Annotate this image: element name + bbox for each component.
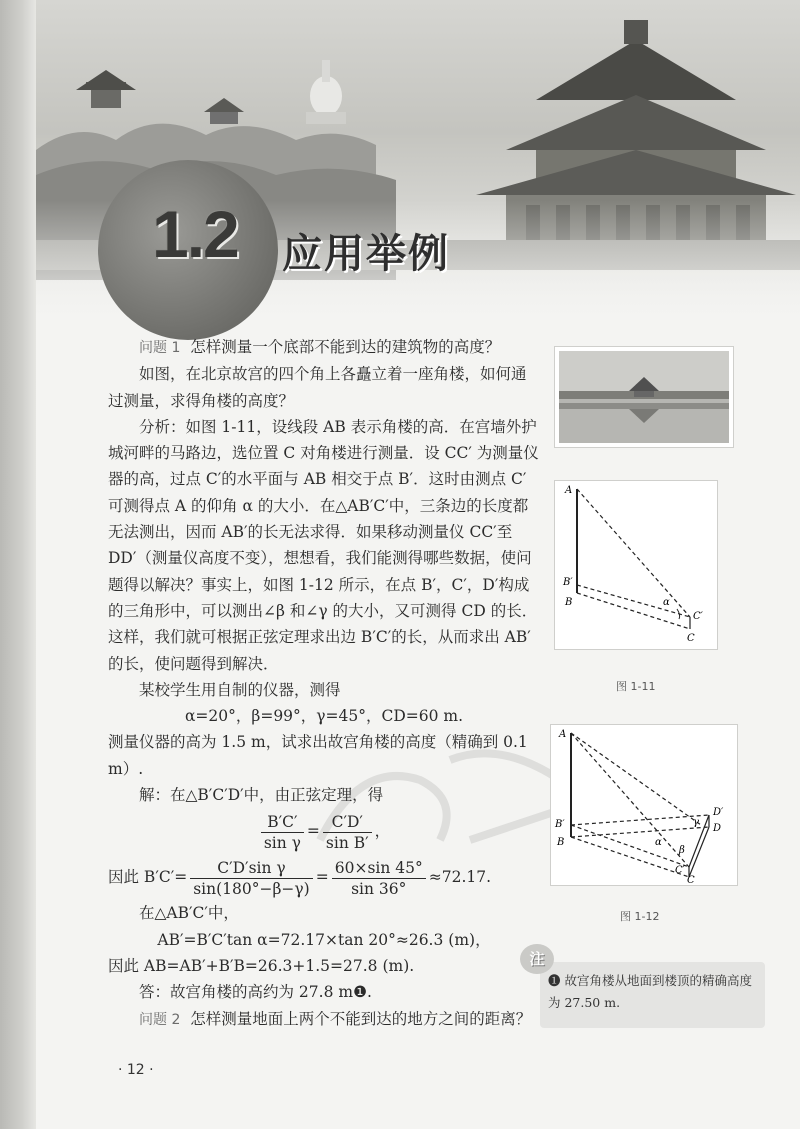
calc-fraction-1: [190, 858, 313, 899]
figure-1-11: [554, 480, 718, 650]
ab-total-formula: 因此 AB=AB′+B′B=26.3+1.5=27.8 (m).: [108, 956, 415, 975]
measure-values: α=20°，β=99°，γ=45°，CD=60 m.: [184, 707, 464, 726]
figure-1-12-diagram: [551, 725, 737, 885]
fig11-label-Bprime: B′: [563, 577, 573, 588]
law-right-fraction: [323, 812, 372, 853]
main-text-column: [108, 334, 540, 1033]
page-number: · 12 ·: [118, 1062, 154, 1078]
triangle-intro: 在△AB′C′中，: [139, 904, 239, 923]
fig12-label-D: D: [713, 823, 722, 834]
problem1-task: 测量仪器的高为 1.5 m，试求出故宫角楼的高度（精确到 0.1 m）.: [108, 733, 528, 778]
fig12-label-beta: β: [679, 845, 685, 856]
law-left-denominator: sin γ: [263, 833, 301, 852]
figure-1-12-caption: 图 1-12: [620, 910, 660, 923]
law-right-denominator: sin B′: [325, 833, 369, 852]
fig11-label-A: A: [565, 485, 573, 496]
law-right-numerator: C′D′: [323, 812, 372, 833]
calc-frac2-numerator: 60×sin 45°: [332, 858, 426, 879]
fig12-label-C: C: [687, 875, 695, 885]
left-margin-bar: [0, 0, 36, 1129]
measure-intro: 某校学生用自制的仪器，测得: [139, 680, 341, 699]
problem2-question: 怎样测量地面上两个不能到达的地方之间的距离？: [190, 1009, 532, 1028]
fig12-label-Cprime: C′: [675, 865, 685, 876]
fig11-label-Cprime: C′: [693, 611, 703, 622]
section-title: 应用举例: [282, 231, 450, 277]
law-left-fraction: [261, 812, 304, 853]
figure-1-12: [550, 724, 738, 886]
law-equals: =: [306, 822, 320, 841]
fig12-label-Bprime: B′: [555, 819, 565, 830]
law-of-sines-formula: [108, 808, 540, 854]
note-tag: 注: [520, 944, 554, 974]
fig11-label-alpha: α: [663, 597, 670, 608]
fig11-label-C: C: [687, 633, 695, 644]
calc-bc-formula: [108, 854, 540, 900]
calc-prefix: 因此 B′C′=: [108, 868, 188, 887]
problem1-analysis: 分析：如图 1-11，设线段 AB 表示角楼的高．在宫墙外护城河畔的马路边，选位置 C 对角楼进行测量．设 CC′ 为测量仪器的高，过点 C′的水平面与 AB 相交于点 B′．这时由测点 C′可测得点 A 的仰角 α 的大小．在△AB′C′中，三条边的长度都无法测出，因而 AB′的长无法求得．如果移动测量仪 CC′至 DD′（测量仪高度不变），想想看，我们能测得哪些数据，使问题得以解决？事实上，如图 1-12 所示，在点 B′，C′，D′构成的三角形中，可以测出∠β 和∠γ 的大小，又可测得 CD 的长．这样，我们就可根据正弦定理求出边 B′C′的长，从而求出 AB′的长，使问题得到解决．: [108, 417, 539, 673]
problem1-label: 问题 1: [139, 340, 181, 356]
ab-prime-formula: AB′=B′C′tan α=72.17×tan 20°≈26.3 (m)，: [157, 930, 491, 949]
calc-frac1-denominator: sin(180°−β−γ): [193, 879, 310, 898]
solution-intro: 解：在△B′C′D′中，由正弦定理，得: [139, 786, 384, 805]
fig12-label-B: B: [557, 837, 565, 848]
fig12-label-gamma: γ: [693, 817, 699, 828]
fig11-label-B: B: [565, 597, 573, 608]
calc-frac2-denominator: sin 36°: [351, 879, 407, 898]
fig12-label-Dprime: D′: [713, 807, 724, 818]
answer-line: 答：故宫角楼的高约为 27.8 m❶.: [139, 983, 372, 1002]
problem1-question: 怎样测量一个底部不能到达的建筑物的高度？: [190, 338, 501, 356]
law-left-numerator: B′C′: [261, 812, 304, 833]
problem1-intro: 如图，在北京故宫的四个角上各矗立着一座角楼，如何通过测量，求得角楼的高度？: [108, 365, 527, 410]
figure-1-11-caption: 图 1-11: [616, 680, 656, 693]
calc-fraction-2: [332, 858, 426, 899]
calc-equals: =: [315, 868, 329, 887]
law-end: ，: [374, 822, 391, 841]
problem2-label: 问题 2: [139, 1011, 181, 1028]
calc-frac1-numerator: C′D′sin γ: [190, 858, 313, 879]
section-number: 1.2: [152, 197, 238, 271]
note-text: ❶ 故宫角楼从地面到楼顶的精确高度为 27.50 m.: [548, 973, 752, 1010]
figure-1-11-diagram: [555, 481, 717, 649]
fig12-label-A: A: [559, 729, 567, 740]
fig12-label-alpha: α: [655, 837, 662, 848]
problem1-paragraph: [108, 334, 540, 361]
corner-tower-photo: [554, 346, 734, 448]
calc-result: ≈72.17.: [428, 868, 492, 887]
problem2-paragraph: [108, 1006, 540, 1033]
corner-tower-image: [559, 351, 729, 443]
